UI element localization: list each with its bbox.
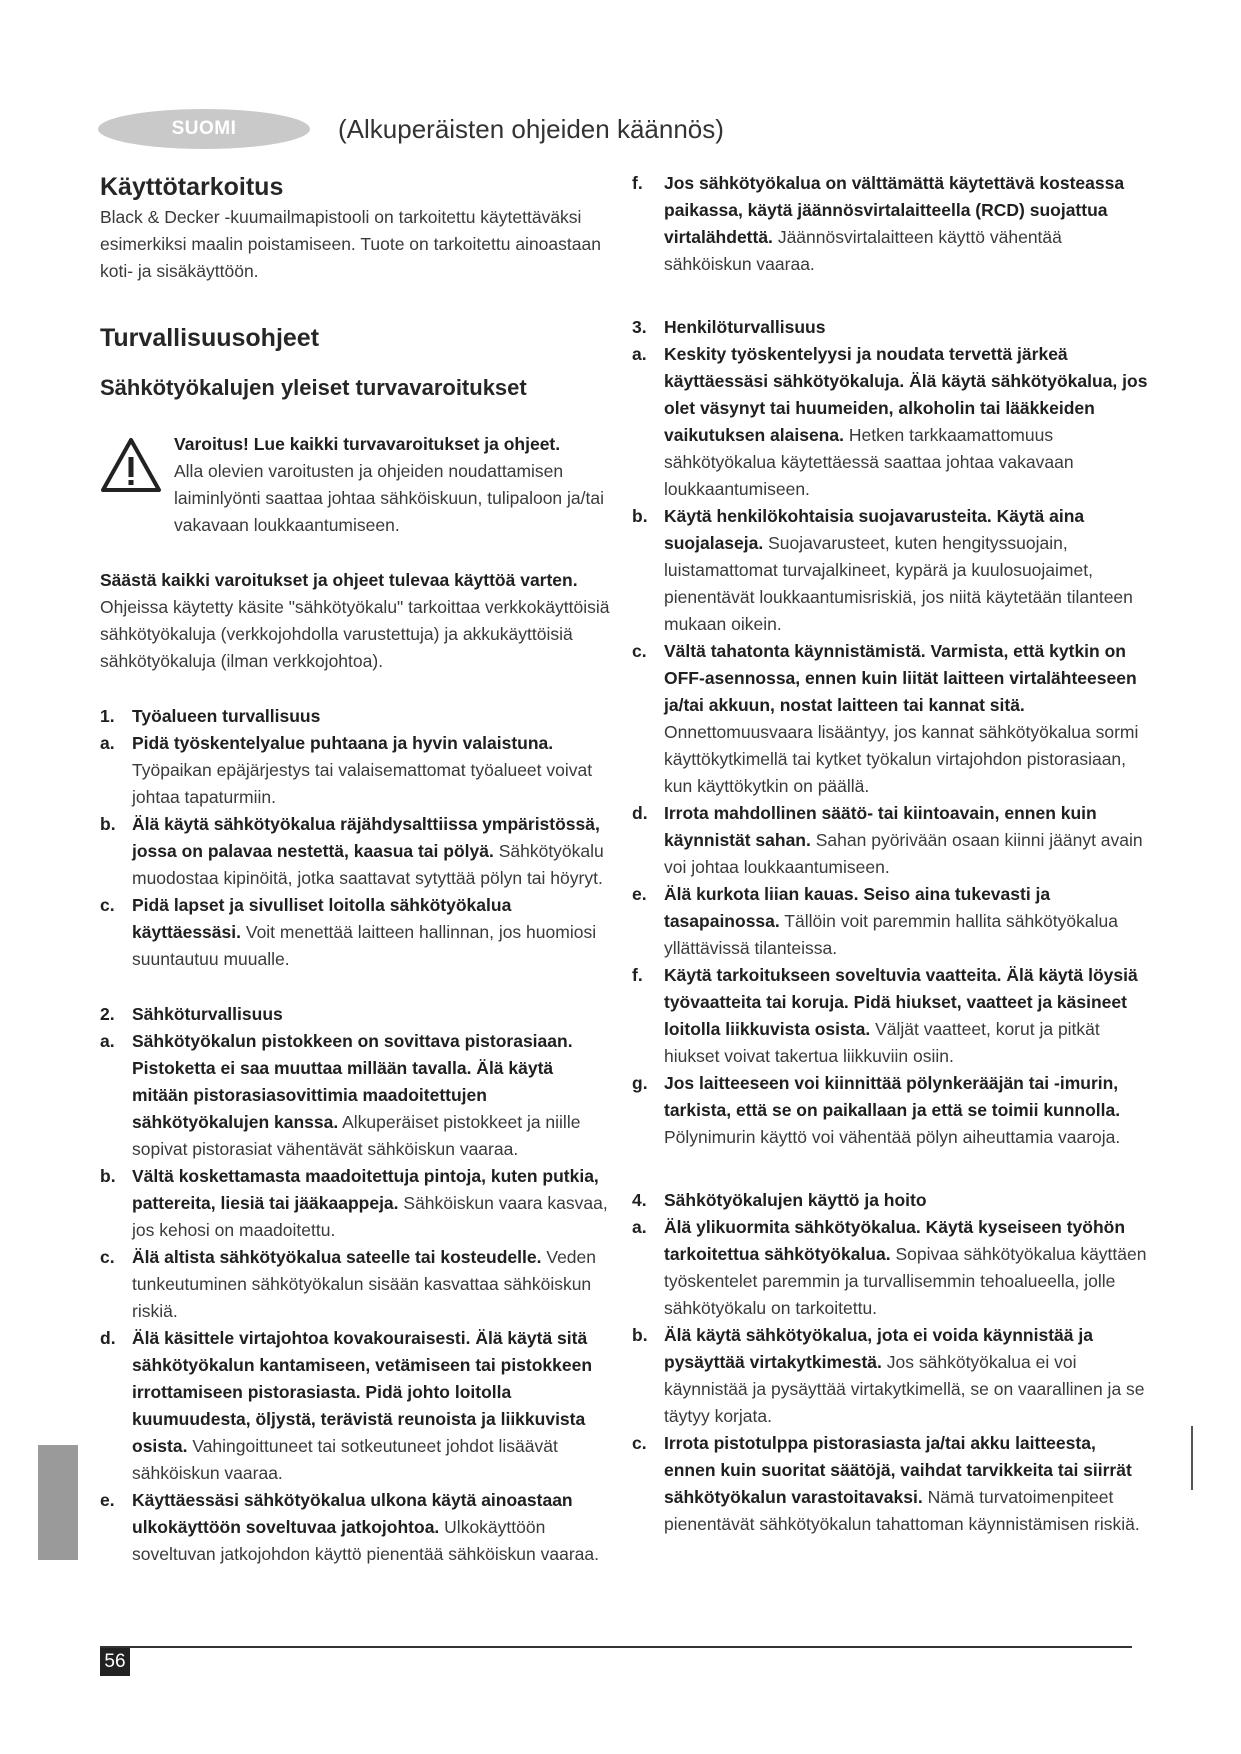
list-item: g. Jos laitteeseen voi kiinnittää pölynkerääjän tai -imurin, tarkista, että se on paikallaan ja että se toimii kunnolla. Pölynimurin käyttö voi vähentää pölyn aiheuttamia vaaroja. (632, 1073, 1121, 1147)
safety-heading: Turvallisuusohjeet (100, 324, 320, 352)
list-item: b. Älä käytä sähkötyökalua, jota ei voida käynnistää ja pysäyttää virtakytkimestä. Jos sähkötyökalua ei voi käynnistää ja pysäyttää virtakytkimellä, se on vaarallinen ja se täytyy korjata. (632, 1325, 1145, 1426)
save-text: Ohjeissa käytetty käsite "sähkötyökalu" tarkoittaa verkkokäyttöisiä sähkötyökaluja (verkkojohdolla varustettuja) ja akkukäyttöisiä sähkötyökaluja (ilman verkkojohtoa). (100, 597, 610, 671)
save-instructions (100, 567, 610, 675)
list-item: a. Älä ylikuormita sähkötyökalua. Käytä kyseiseen työhön tarkoitettua sähkötyökalua. Sopivaa sähkötyökalua käyttäen työskentelet paremmin ja turvallisemmin tehoalueella, jolle sähkötyökalu on tarkoitettu. (632, 1217, 1147, 1318)
list-item: a. Sähkötyökalun pistokkeen on sovittava pistorasiaan. Pistoketta ei saa muuttaa millään tavalla. Älä käytä mitään pistorasiasovittimia maadoitettujen sähkötyökalujen kanssa. Alkuperäiset pistokkeet ja niille sopivat pistorasiat vähentävät sähköiskun vaaraa. (100, 1031, 581, 1159)
list-item: b. Älä käytä sähkötyökalua räjähdysalttiissa ympäristössä, jossa on palavaa nestettä, kaasua tai pölyä. Sähkötyökalu muodostaa kipinöitä, jotka saattavat sytyttää pölyn tai höyryt. (100, 814, 604, 888)
list-item: c. Irrota pistotulppa pistorasiasta ja/tai akku laitteesta, ennen kuin suoritat säätöjä, vaihdat tarvikkeita tai siirrät sähkötyökalun varastoitavaksi. Nämä turvatoimenpiteet pienentävät sähkötyökalun tahattoman käynnistämisen riskiä. (632, 1433, 1140, 1534)
intended-use-text: Black & Decker -kuumailmapistooli on tarkoitettu käytettäväksi esimerkiksi maalin poistamiseen. Tuote on tarkoitettu ainoastaan koti- ja sisäkäyttöön. (100, 207, 601, 281)
list-item: c. Pidä lapset ja sivulliset loitolla sähkötyökalua käyttäessäsi. Voit menettää laitteen hallinnan, jos huomiosi suuntautuu muualle. (100, 895, 597, 969)
page-subtitle: (Alkuperäisten ohjeiden käännös) (338, 114, 724, 144)
margin-mark (1191, 1426, 1193, 1490)
section-heading: 4. Sähkötyökalujen käyttö ja hoito (632, 1190, 927, 1210)
warning-block (100, 431, 610, 539)
side-thumb-tab (38, 1445, 78, 1560)
footer-rule (100, 1646, 1132, 1648)
language-badge: SUOMI (98, 109, 310, 149)
section-heading: 3. Henkilöturvallisuus (632, 317, 826, 337)
warning-text: Alla olevien varoitusten ja ohjeiden noudattamisen laiminlyönti saattaa johtaa sähköiskuun, tulipaloon ja/tai vakavaan loukkaantumiseen. (174, 461, 604, 535)
page-number: 56 (100, 1648, 130, 1676)
list-item: c. Vältä tahatonta käynnistämistä. Varmista, että kytkin on OFF-asennossa, ennen kuin liität laitteen virtalähteeseen ja/tai akkuun, nostat laitteen tai kannat sitä. Onnettomuusvaara lisääntyy, jos kannat sähkötyökalua sormi käyttökytkimellä tai kytket työkalun virtajohdon pistorasiaan, kun käyttökytkin on päällä. (632, 641, 1139, 796)
list-item: f. Jos sähkötyökalua on välttämättä käytettävä kosteassa paikassa, käytä jäännösvirtalaitteella (RCD) suojattua virtalähdettä. Jäännösvirtalaitteen käyttö vähentää sähköiskun vaaraa. (632, 173, 1125, 274)
list-item: e. Älä kurkota liian kauas. Seiso aina tukevasti ja tasapainossa. Tällöin voit paremmin hallita sähkötyökalua yllättävissä tilanteissa. (632, 884, 1118, 958)
section-heading: 2. Sähköturvallisuus (100, 1004, 283, 1024)
list-item: e. Käyttäessäsi sähkötyökalua ulkona käytä ainoastaan ulkokäyttöön soveltuvaa jatkojohtoa. Ulkokäyttöön soveltuvan jatkojohdon käyttö pienentää sähköiskun vaaraa. (100, 1490, 599, 1564)
list-item: a. Keskity työskentelyysi ja noudata tervettä järkeä käyttäessäsi sähkötyökaluja. Älä käytä sähkötyökalua, jos olet väsynyt tai huumeiden, alkoholin tai lääkkeiden vaikutuksen alaisena. Hetken tarkkaamattomuus sähkötyökalua käytettäessä saattaa johtaa vakavaan loukkaantumiseen. (632, 344, 1148, 499)
list-item: b. Vältä koskettamasta maadoitettuja pintoja, kuten putkia, pattereita, liesiä tai jääkaappeja. Sähköiskun vaara kasvaa, jos kehosi on maadoitettu. (100, 1166, 608, 1240)
left-column (100, 170, 610, 1568)
warning-triangle-icon (100, 437, 162, 493)
section-heading: 1. Työalueen turvallisuus (100, 706, 321, 726)
warning-bold: Varoitus! Lue kaikki turvavaroitukset ja ohjeet. (174, 434, 561, 454)
list-item: d. Älä käsittele virtajohtoa kovakouraisesti. Älä käytä sitä sähkötyökalun kantamiseen, vetämiseen tai pistokkeen irrottamiseen pistorasiasta. Pidä johto loitolla kuumuudesta, öljystä, terävistä reunoista ja liikkuvista osista. Vahingoittuneet tai sotkeutuneet johdot lisäävät sähköiskun vaaraa. (100, 1328, 593, 1483)
list-item: d. Irrota mahdollinen säätö- tai kiintoavain, ennen kuin käynnistät sahan. Sahan pyörivään osaan kiinni jäänyt avain voi johtaa loukkaantumiseen. (632, 803, 1143, 877)
intended-use-heading: Käyttötarkoitus (100, 173, 284, 201)
right-column (632, 170, 1152, 1538)
list-item: b. Käytä henkilökohtaisia suojavarusteita. Käytä aina suojalaseja. Suojavarusteet, kuten hengityssuojain, luistamattomat turvajalkineet, kypärä ja kuulosuojaimet, pienentävät loukkaantumisriskiä, jos niitä käytetään tilanteen mukaan oikein. (632, 506, 1133, 634)
save-bold: Säästä kaikki varoitukset ja ohjeet tulevaa käyttöä varten. (100, 570, 578, 590)
general-warnings-heading: Sähkötyökalujen yleiset turvavaroitukset (100, 375, 527, 400)
list-item: c. Älä altista sähkötyökalua sateelle tai kosteudelle. Veden tunkeutuminen sähkötyökalun sisään kasvattaa sähköiskun riskiä. (100, 1247, 596, 1321)
list-item: a. Pidä työskentelyalue puhtaana ja hyvin valaistuna. Työpaikan epäjärjestys tai valaisemattomat työalueet voivat johtaa tapaturmiin. (100, 733, 593, 807)
list-item: f. Käytä tarkoitukseen soveltuvia vaatteita. Älä käytä löysiä työvaatteita tai koruja. Pidä hiukset, vaatteet ja käsineet loitolla liikkuvista osista. Väljät vaatteet, korut ja pitkät hiukset voivat takertua liikkuviin osiin. (632, 965, 1138, 1066)
